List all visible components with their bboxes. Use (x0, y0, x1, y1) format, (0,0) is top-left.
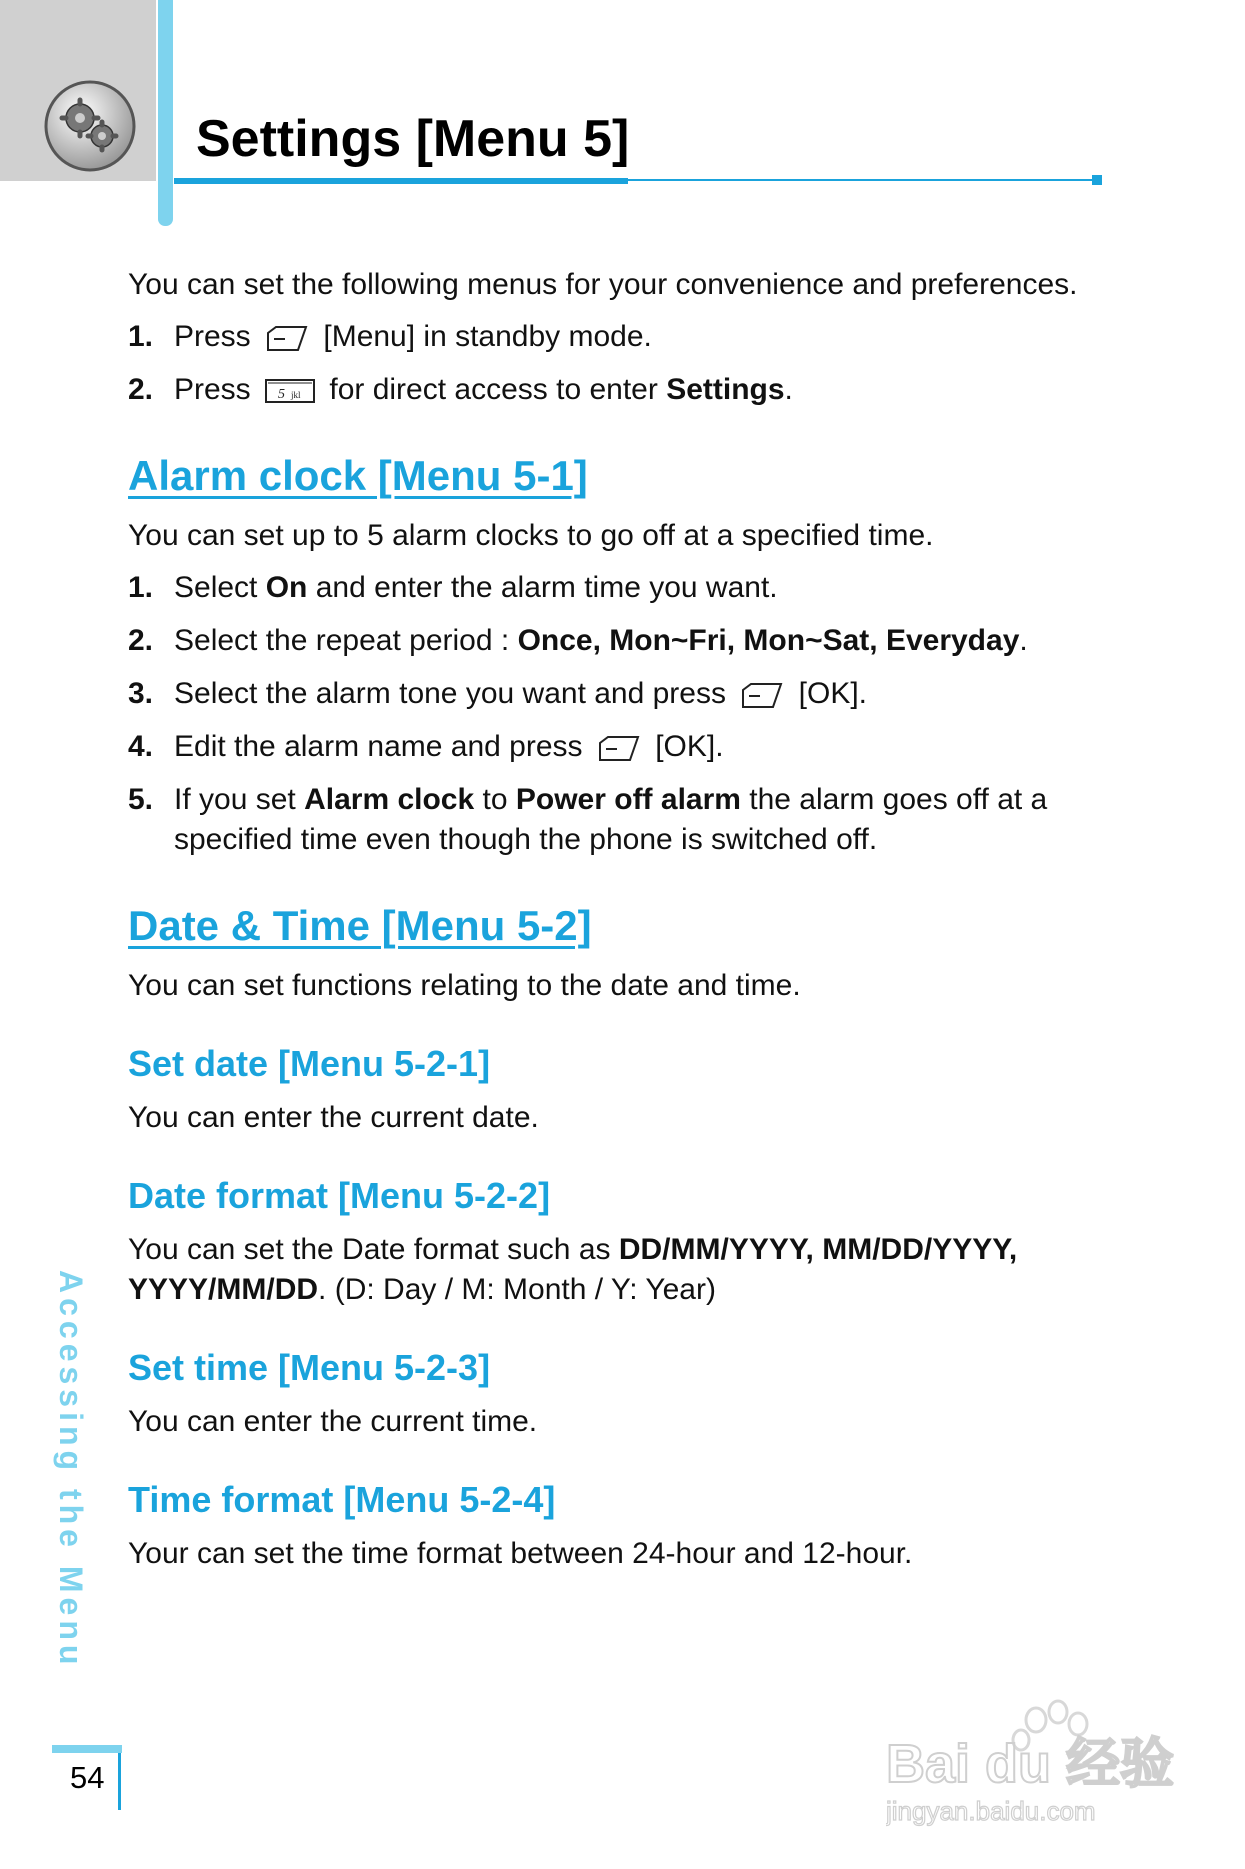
key-5-icon (265, 379, 315, 403)
baidu-watermark (886, 1690, 1176, 1830)
list-item: 1. Press [Menu] in standby mode. (128, 320, 652, 353)
page-number: 54 (70, 1760, 105, 1795)
list-item: 2. Select the repeat period : Once, Mon~Fri, Mon~Sat, Everyday. (128, 624, 1028, 657)
title-underline (174, 178, 628, 184)
subheading-set-date: Set date [Menu 5-2-1] (128, 1043, 491, 1084)
key-digit: 5 (278, 387, 286, 403)
soft-key-icon (597, 733, 641, 763)
watermark-url: jingyan.baidu.com (886, 1796, 1096, 1826)
title-rule (628, 179, 1096, 181)
list-item: 3. Select the alarm tone you want and press [OK]. (128, 677, 868, 710)
subheading-time-format: Time format [Menu 5-2-4] (128, 1479, 556, 1520)
header-vertical-bar (158, 0, 173, 226)
list-item: 4. Edit the alarm name and press [OK]. (128, 730, 724, 763)
datetime-text: You can set functions relating to the date and time. (128, 969, 801, 1002)
key-letters: jkl (291, 390, 301, 401)
page-number-rule (118, 1753, 121, 1810)
page-number-bar (52, 1745, 122, 1753)
list-item: 2. Press 5 jkl for direct access to enter Settings. (128, 373, 793, 406)
intro-steps (128, 317, 1098, 410)
list-item: 1. Select On and enter the alarm time you want. (128, 571, 778, 604)
settings-gear-icon (42, 78, 138, 174)
date-format-text: You can set the Date format such as DD/MM/YYYY, MM/DD/YYYY, YYYY/MM/DD. (D: Day / M: Month / Y: Year) (128, 1233, 1018, 1306)
side-tab-label: Accessing the Menu (53, 1270, 89, 1670)
section-heading-datetime: Date & Time [Menu 5-2] (128, 902, 592, 949)
soft-key-icon (740, 680, 784, 710)
set-date-text: You can enter the current date. (128, 1101, 539, 1134)
subheading-set-time: Set time [Menu 5-2-3] (128, 1347, 491, 1388)
subheading-date-format: Date format [Menu 5-2-2] (128, 1175, 551, 1216)
alarm-text: You can set up to 5 alarm clocks to go off at a specified time. (128, 519, 934, 552)
time-format-text: Your can set the time format between 24-hour and 12-hour. (128, 1537, 913, 1570)
list-item: 5. If you set Alarm clock to Power off alarm the alarm goes off at a specified time even though the phone is switched off. (128, 783, 1048, 856)
soft-key-icon (265, 323, 309, 353)
section-heading-alarm: Alarm clock [Menu 5-1] (128, 452, 588, 499)
set-time-text: You can enter the current time. (128, 1405, 538, 1438)
intro-text: You can set the following menus for your convenience and preferences. (128, 268, 1078, 301)
title-rule-end (1092, 175, 1102, 185)
alarm-steps (128, 568, 1098, 860)
watermark-brand: Bai du 经验 (886, 1734, 1175, 1794)
page-title: Settings [Menu 5] (196, 110, 630, 168)
main-content (128, 265, 1098, 1574)
